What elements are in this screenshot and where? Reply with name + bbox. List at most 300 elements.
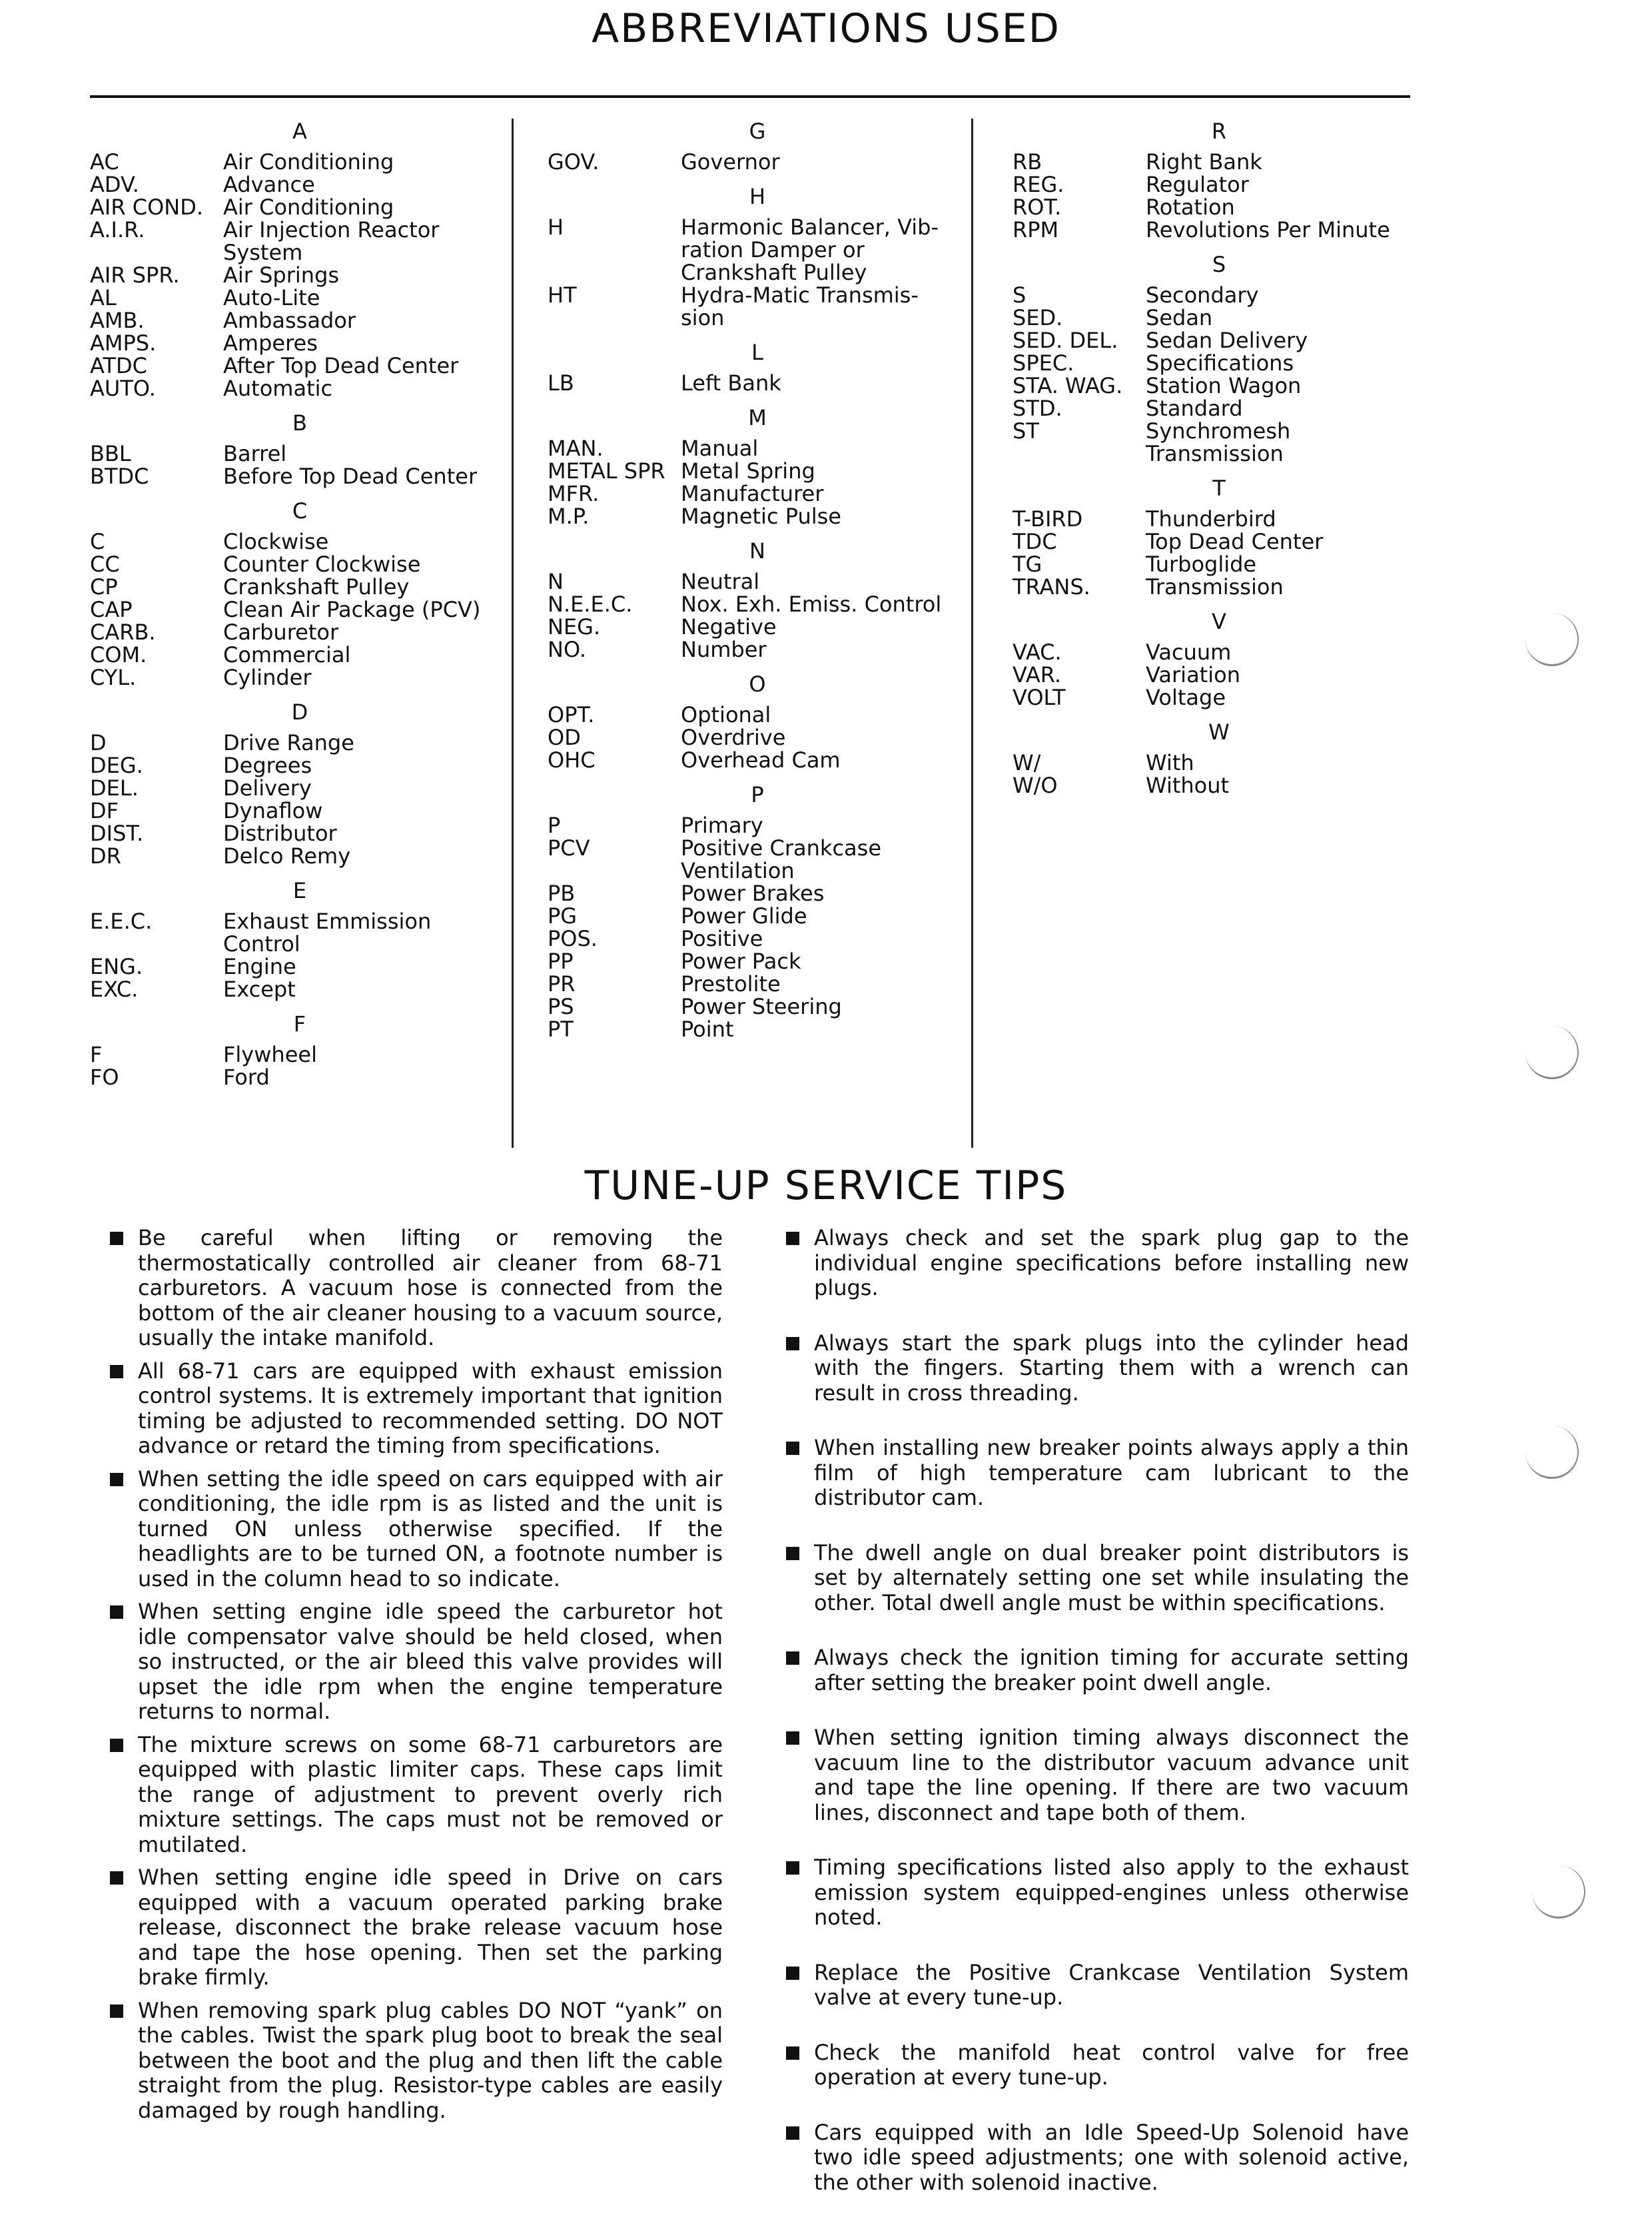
abbreviation-entry bbox=[548, 905, 967, 927]
abbreviation-section bbox=[90, 871, 510, 1001]
abbreviation-term: T-BIRD bbox=[1013, 506, 1083, 532]
abbreviation-meaning: Delivery bbox=[223, 775, 312, 801]
abbreviation-term: EXC. bbox=[90, 977, 139, 1002]
abbreviation-meaning: Air Springs bbox=[223, 262, 340, 288]
section-letter: V bbox=[1212, 609, 1226, 634]
abbreviation-term: F bbox=[90, 1042, 103, 1067]
tip-text: Always check the ignition timing for accurate setting after setting the breaker point dwell angle. bbox=[814, 1645, 1409, 1695]
abbreviation-term: CARB. bbox=[90, 620, 156, 645]
abbreviation-term: AIR COND. bbox=[90, 195, 204, 220]
scan-artifact bbox=[1525, 1026, 1579, 1079]
abbreviation-entry bbox=[90, 845, 510, 867]
abbreviation-meaning: Flywheel bbox=[223, 1042, 317, 1067]
abbreviation-term: AMB. bbox=[90, 308, 145, 333]
abbreviation-term: VAR. bbox=[1013, 662, 1061, 687]
abbreviation-meaning: Manufacturer bbox=[681, 481, 824, 506]
abbreviation-entry bbox=[548, 284, 967, 329]
abbreviations-title: ABBREVIATIONS USED bbox=[592, 5, 1060, 52]
abbreviation-entry bbox=[548, 437, 967, 460]
column-divider-1 bbox=[512, 119, 514, 1148]
abbreviation-term: PB bbox=[548, 881, 576, 906]
abbreviation-entry bbox=[548, 749, 967, 771]
abbreviation-entry bbox=[548, 995, 967, 1018]
abbreviation-meaning: Distributor bbox=[223, 821, 337, 846]
abbreviation-meaning: Clean Air Package (PCV) bbox=[223, 597, 481, 622]
abbreviation-meaning: Variation bbox=[1146, 662, 1240, 687]
tip-text: Cars equipped with an Idle Speed-Up Solenoid have two idle speed adjustments; one with solenoid active, the other with solenoid inactive. bbox=[814, 2119, 1409, 2195]
abbreviation-entry bbox=[1013, 196, 1426, 219]
abbreviation-term: AUTO. bbox=[90, 376, 156, 401]
abbreviation-term: OHC bbox=[548, 747, 596, 773]
abbreviation-meaning: Ford bbox=[223, 1065, 270, 1090]
abbreviation-entry bbox=[90, 754, 510, 777]
abbreviation-meaning: Auto-Lite bbox=[223, 285, 320, 310]
tip-item bbox=[110, 1733, 723, 1858]
abbreviation-term: PR bbox=[548, 971, 576, 997]
abbreviation-meaning: Top Dead Center bbox=[1146, 529, 1324, 554]
abbreviation-term: REG. bbox=[1013, 172, 1064, 197]
abbreviation-entry bbox=[548, 638, 967, 661]
abbreviation-term: DIST. bbox=[90, 821, 144, 846]
tip-text: When installing new breaker points always apply a thin film of high temperature cam lubricant to the distributor cam. bbox=[814, 1435, 1409, 1510]
tip-text: The dwell angle on dual breaker point distributors is set by alternately setting one set while insulating the other. Total dwell angle must be within specifications. bbox=[814, 1540, 1409, 1615]
scan-artifact bbox=[1525, 613, 1579, 666]
section-letter: P bbox=[751, 782, 764, 807]
section-letter: G bbox=[749, 119, 766, 144]
square-bullet-icon bbox=[786, 1961, 814, 2010]
abbreviation-entry bbox=[90, 666, 510, 689]
abbreviation-meaning: Barrel bbox=[223, 441, 287, 466]
abbreviation-term: MAN. bbox=[548, 436, 604, 461]
abbreviation-meaning: Turboglide bbox=[1146, 552, 1257, 577]
abbreviation-entry bbox=[90, 219, 510, 264]
abbreviation-term: STD. bbox=[1013, 396, 1062, 421]
abbreviation-meaning: Regulator bbox=[1146, 172, 1249, 197]
abbreviation-entry bbox=[90, 910, 510, 955]
abbreviation-entry bbox=[1013, 329, 1426, 352]
title-rule bbox=[90, 95, 1410, 98]
abbreviation-entry bbox=[1013, 553, 1426, 576]
abbreviation-term: ROT. bbox=[1013, 195, 1062, 220]
abbreviation-meaning: Automatic bbox=[223, 376, 333, 401]
abbreviation-section bbox=[548, 665, 967, 771]
abbreviation-term: AC bbox=[90, 149, 119, 175]
abbreviation-entry bbox=[90, 173, 510, 196]
abbreviation-entry bbox=[90, 286, 510, 309]
tip-text: When removing spark plug cables DO NOT “yank” on the cables. Twist the spark plug boot to break the seal between the boot and the plug and then lift the cable straight from the plug. Resistor-type cables are easily damaged by rough handling. bbox=[138, 1997, 723, 2123]
abbreviation-meaning: Drive Range bbox=[223, 730, 354, 755]
tip-text: When setting engine idle speed the carburetor hot idle compensator valve should be held closed, when so instructed, or the air bleed this valve provides will upset the idle rpm when the engine temperature returns to normal. bbox=[138, 1599, 723, 1724]
abbreviation-term: VOLT bbox=[1013, 685, 1066, 710]
abbreviation-entry bbox=[90, 576, 510, 598]
tip-text: Always start the spark plugs into the cylinder head with the fingers. Starting them with a wrench can result in cross threading. bbox=[814, 1330, 1409, 1406]
tip-item bbox=[786, 1855, 1409, 1931]
section-letter: O bbox=[749, 671, 766, 697]
square-bullet-icon bbox=[786, 2120, 814, 2196]
abbreviation-term: PG bbox=[548, 903, 578, 929]
abbreviation-meaning: Voltage bbox=[1146, 685, 1226, 710]
abbreviation-term: HT bbox=[548, 282, 577, 308]
square-bullet-icon bbox=[786, 1645, 814, 1695]
abbreviation-entry bbox=[1013, 151, 1426, 173]
tip-item bbox=[110, 1599, 723, 1725]
abbreviation-section bbox=[1013, 713, 1426, 797]
abbreviation-section bbox=[1013, 112, 1426, 241]
abbreviation-meaning: Thunderbird bbox=[1146, 506, 1276, 532]
square-bullet-icon bbox=[786, 1855, 814, 1931]
abbreviation-term: C bbox=[90, 529, 105, 554]
abbreviation-meaning: Manual bbox=[681, 436, 759, 461]
tip-item bbox=[110, 1467, 723, 1592]
abbreviation-entry bbox=[548, 1018, 967, 1041]
abbreviation-meaning: Sedan Delivery bbox=[1146, 328, 1308, 353]
tip-text: Timing specifications listed also apply to the exhaust emission system equipped-engines unless otherwise noted. bbox=[814, 1855, 1409, 1930]
abbreviation-entry bbox=[90, 978, 510, 1001]
abbreviation-entry bbox=[90, 530, 510, 553]
abbreviation-entry bbox=[548, 216, 967, 284]
tip-item bbox=[110, 1359, 723, 1459]
tip-text: Always check and set the spark plug gap to the individual engine specifications before installing new plugs. bbox=[814, 1225, 1409, 1300]
abbreviation-entry bbox=[90, 442, 510, 465]
abbreviation-section bbox=[1013, 602, 1426, 709]
abbreviation-term: STA. WAG. bbox=[1013, 373, 1123, 398]
abbreviation-term: P bbox=[548, 813, 561, 838]
abbreviation-entry bbox=[548, 372, 967, 394]
abbreviation-term: MFR. bbox=[548, 481, 600, 506]
tip-item bbox=[110, 1865, 723, 1991]
tip-item bbox=[786, 1541, 1409, 1616]
abbreviation-entry bbox=[548, 505, 967, 528]
square-bullet-icon bbox=[110, 1865, 138, 1991]
abbreviation-meaning: Standard bbox=[1146, 396, 1243, 421]
abbreviation-section bbox=[90, 112, 510, 400]
abbreviation-meaning: Harmonic Balancer, Vib- ration Damper or Crankshaft Pulley bbox=[681, 215, 939, 285]
abbreviation-entry bbox=[90, 1043, 510, 1066]
tip-item bbox=[786, 1436, 1409, 1511]
abbreviation-meaning: Power Pack bbox=[681, 949, 801, 974]
abbreviation-entry bbox=[548, 593, 967, 616]
abbreviation-entry bbox=[90, 777, 510, 799]
abbreviation-term: LB bbox=[548, 370, 574, 396]
section-letter: M bbox=[748, 405, 767, 430]
abbreviation-meaning: Power Brakes bbox=[681, 881, 825, 906]
abbreviation-meaning: Magnetic Pulse bbox=[681, 504, 841, 529]
square-bullet-icon bbox=[786, 2040, 814, 2090]
abbreviation-term: PS bbox=[548, 994, 574, 1019]
abbreviation-meaning: Nox. Exh. Emiss. Control bbox=[681, 592, 942, 617]
abbreviation-entry bbox=[1013, 397, 1426, 420]
tip-item bbox=[786, 1725, 1409, 1825]
square-bullet-icon bbox=[110, 1226, 138, 1351]
abbreviation-term: E.E.C. bbox=[90, 909, 153, 934]
tip-item bbox=[110, 1999, 723, 2124]
abbreviation-term: GOV. bbox=[548, 149, 600, 175]
square-bullet-icon bbox=[786, 1725, 814, 1825]
abbreviation-entry bbox=[548, 927, 967, 950]
abbreviation-term: N bbox=[548, 569, 564, 594]
abbreviation-term: BBL bbox=[90, 441, 131, 466]
abbreviation-section bbox=[90, 693, 510, 867]
abbreviation-term: OPT. bbox=[548, 702, 595, 727]
section-letter: C bbox=[292, 498, 308, 524]
section-letter: B bbox=[292, 410, 307, 436]
square-bullet-icon bbox=[110, 1359, 138, 1459]
abbreviation-term: NO. bbox=[548, 637, 586, 662]
abbreviation-term: OD bbox=[548, 725, 581, 750]
abbreviation-entry bbox=[1013, 686, 1426, 709]
abbreviation-term: S bbox=[1013, 282, 1027, 308]
abbreviation-term: AIR SPR. bbox=[90, 262, 180, 288]
abbreviation-meaning: Overdrive bbox=[681, 725, 786, 750]
abbreviation-meaning: Station Wagon bbox=[1146, 373, 1302, 398]
abbreviation-meaning: After Top Dead Center bbox=[223, 353, 459, 378]
tips-list-left bbox=[110, 1226, 723, 2131]
abbreviation-entry bbox=[90, 822, 510, 845]
abbreviation-entry bbox=[548, 726, 967, 749]
abbreviation-meaning: Commercial bbox=[223, 642, 351, 668]
tip-text: When setting ignition timing always disconnect the vacuum line to the distributor vacuum advance unit and tape the line opening. If there are two vacuum lines, disconnect and tape both of them. bbox=[814, 1725, 1409, 1825]
section-letter: N bbox=[749, 538, 765, 564]
square-bullet-icon bbox=[786, 1436, 814, 1511]
tip-item bbox=[786, 2120, 1409, 2196]
abbreviation-section bbox=[548, 333, 967, 394]
abbreviation-section bbox=[90, 404, 510, 488]
tip-text: Be careful when lifting or removing the thermostatically controlled air cleaner from 68-71 carburetors. A vacuum hose is connected from the bottom of the air cleaner housing to a vacuum source, usually the intake manifold. bbox=[138, 1225, 723, 1350]
abbreviation-entry bbox=[1013, 664, 1426, 686]
abbreviation-entry bbox=[90, 151, 510, 173]
abbreviation-entry bbox=[1013, 219, 1426, 241]
abbreviation-entry bbox=[1013, 420, 1426, 465]
abbreviation-term: FO bbox=[90, 1065, 119, 1090]
abbreviation-term: TG bbox=[1013, 552, 1042, 577]
abbreviation-section bbox=[548, 532, 967, 661]
abbreviation-term: ATDC bbox=[90, 353, 147, 378]
abbreviation-meaning: Carburetor bbox=[223, 620, 339, 645]
abbreviation-meaning: Hydra-Matic Transmis- sion bbox=[681, 282, 919, 330]
abbreviation-meaning: Dynaflow bbox=[223, 798, 323, 823]
abbreviation-meaning: Air Conditioning bbox=[223, 149, 394, 175]
tips-list-right bbox=[786, 1226, 1409, 2225]
abbreviation-entry bbox=[90, 377, 510, 400]
abbreviation-meaning: Negative bbox=[681, 614, 777, 640]
tip-text: Replace the Positive Crankcase Ventilation System valve at every tune-up. bbox=[814, 1959, 1409, 2010]
abbreviation-term: PT bbox=[548, 1017, 574, 1042]
abbreviation-meaning: Left Bank bbox=[681, 370, 781, 396]
abbreviation-entry bbox=[548, 460, 967, 482]
abbreviation-meaning: Sedan bbox=[1146, 305, 1213, 330]
square-bullet-icon bbox=[110, 1467, 138, 1592]
abbreviation-entry bbox=[90, 799, 510, 822]
abbreviation-meaning: Cylinder bbox=[223, 665, 312, 690]
abbreviation-term: H bbox=[548, 215, 564, 240]
abbreviation-meaning: Rotation bbox=[1146, 195, 1235, 220]
abbreviation-term: W/ bbox=[1013, 750, 1041, 775]
abbreviation-term: AMPS. bbox=[90, 330, 157, 356]
abbreviation-column-2 bbox=[548, 112, 967, 1045]
abbreviation-term: COM. bbox=[90, 642, 147, 668]
abbreviation-entry bbox=[90, 332, 510, 354]
abbreviation-term: W/O bbox=[1013, 773, 1058, 798]
section-letter: T bbox=[1212, 476, 1226, 501]
abbreviation-meaning: Before Top Dead Center bbox=[223, 464, 478, 489]
tip-text: When setting the idle speed on cars equipped with air conditioning, the idle rpm is as listed and the unit is turned ON unless otherwise specified. If the headlights are to be turned ON, a footnote number is used in the column head to so indicate. bbox=[138, 1466, 723, 1591]
abbreviation-section bbox=[90, 492, 510, 689]
abbreviation-meaning: Specifications bbox=[1146, 350, 1294, 376]
abbreviation-term: SED. bbox=[1013, 305, 1063, 330]
abbreviation-entry bbox=[548, 814, 967, 837]
abbreviation-term: A.I.R. bbox=[90, 217, 145, 242]
abbreviation-entry bbox=[548, 570, 967, 593]
abbreviation-entry bbox=[548, 973, 967, 995]
abbreviation-meaning: Degrees bbox=[223, 753, 312, 778]
abbreviation-term: AL bbox=[90, 285, 117, 310]
abbreviation-term: SED. DEL. bbox=[1013, 328, 1118, 353]
abbreviation-section bbox=[548, 112, 967, 173]
abbreviation-entry bbox=[90, 1066, 510, 1089]
abbreviation-term: POS. bbox=[548, 926, 598, 951]
abbreviation-term: RB bbox=[1013, 149, 1042, 175]
abbreviation-term: DF bbox=[90, 798, 119, 823]
abbreviation-entry bbox=[90, 955, 510, 978]
section-letter: L bbox=[751, 340, 763, 365]
abbreviation-meaning: Primary bbox=[681, 813, 763, 838]
abbreviation-term: ADV. bbox=[90, 172, 139, 197]
abbreviation-term: ENG. bbox=[90, 954, 143, 979]
abbreviation-term: TDC bbox=[1013, 529, 1057, 554]
abbreviation-term: NEG. bbox=[548, 614, 601, 640]
abbreviation-section bbox=[1013, 245, 1426, 465]
abbreviation-entry bbox=[548, 151, 967, 173]
column-divider-2 bbox=[971, 119, 973, 1148]
abbreviation-entry bbox=[1013, 352, 1426, 374]
scan-artifact bbox=[1525, 1426, 1579, 1479]
tip-text: All 68-71 cars are equipped with exhaust emission control systems. It is extremely important that ignition timing be adjusted to recommended setting. DO NOT advance or retard the timing from specifications. bbox=[138, 1358, 723, 1458]
abbreviation-entry bbox=[90, 196, 510, 219]
abbreviation-section bbox=[548, 398, 967, 528]
abbreviation-term: CC bbox=[90, 552, 120, 577]
abbreviation-entry bbox=[1013, 508, 1426, 530]
square-bullet-icon bbox=[786, 1331, 814, 1406]
abbreviation-meaning: Positive bbox=[681, 926, 763, 951]
abbreviation-entry bbox=[1013, 306, 1426, 329]
abbreviation-term: D bbox=[90, 730, 107, 755]
abbreviation-meaning: Power Glide bbox=[681, 903, 807, 929]
square-bullet-icon bbox=[786, 1541, 814, 1616]
abbreviation-entry bbox=[90, 354, 510, 377]
abbreviation-entry bbox=[548, 616, 967, 638]
abbreviation-meaning: Number bbox=[681, 637, 767, 662]
abbreviation-meaning: Vacuum bbox=[1146, 640, 1232, 665]
abbreviation-entry bbox=[1013, 751, 1426, 774]
abbreviation-meaning: Metal Spring bbox=[681, 458, 815, 484]
abbreviation-term: PP bbox=[548, 949, 574, 974]
abbreviation-meaning: Secondary bbox=[1146, 282, 1259, 308]
abbreviation-meaning: Exhaust Emmission Control bbox=[223, 909, 432, 957]
abbreviation-meaning: Crankshaft Pulley bbox=[223, 574, 410, 600]
section-letter: A bbox=[292, 119, 307, 144]
abbreviation-entry bbox=[1013, 173, 1426, 196]
abbreviation-meaning: Point bbox=[681, 1017, 734, 1042]
abbreviation-term: TRANS. bbox=[1013, 574, 1090, 600]
abbreviation-section bbox=[90, 1005, 510, 1089]
abbreviation-entry bbox=[90, 264, 510, 286]
square-bullet-icon bbox=[786, 1226, 814, 1301]
tip-text: Check the manifold heat control valve for free operation at every tune-up. bbox=[814, 2039, 1409, 2090]
abbreviation-meaning: Prestolite bbox=[681, 971, 781, 997]
section-letter: E bbox=[292, 878, 307, 903]
tips-title: TUNE-UP SERVICE TIPS bbox=[584, 1162, 1068, 1209]
abbreviation-meaning: Governor bbox=[681, 149, 780, 175]
abbreviation-entry bbox=[90, 644, 510, 666]
abbreviation-entry bbox=[90, 465, 510, 488]
tip-item bbox=[786, 1961, 1409, 2010]
abbreviation-meaning: Delco Remy bbox=[223, 843, 351, 869]
abbreviation-meaning: Counter Clockwise bbox=[223, 552, 421, 577]
abbreviation-entry bbox=[548, 882, 967, 905]
abbreviation-term: N.E.E.C. bbox=[548, 592, 633, 617]
abbreviation-meaning: Without bbox=[1146, 773, 1230, 798]
abbreviation-meaning: Power Steering bbox=[681, 994, 842, 1019]
section-letter: D bbox=[291, 699, 308, 725]
abbreviation-section bbox=[1013, 469, 1426, 598]
abbreviation-meaning: Synchromesh Transmission bbox=[1146, 418, 1291, 466]
abbreviation-meaning: Engine bbox=[223, 954, 296, 979]
abbreviation-meaning: Overhead Cam bbox=[681, 747, 841, 773]
abbreviation-term: CP bbox=[90, 574, 118, 600]
tip-item bbox=[786, 1645, 1409, 1695]
abbreviation-meaning: Air Conditioning bbox=[223, 195, 394, 220]
abbreviation-meaning: With bbox=[1146, 750, 1194, 775]
abbreviation-meaning: Except bbox=[223, 977, 296, 1002]
abbreviation-entry bbox=[548, 703, 967, 726]
abbreviation-entry bbox=[1013, 641, 1426, 664]
section-letter: W bbox=[1208, 719, 1230, 745]
tip-item bbox=[110, 1226, 723, 1351]
abbreviation-entry bbox=[1013, 284, 1426, 306]
abbreviation-entry bbox=[90, 553, 510, 576]
square-bullet-icon bbox=[110, 1999, 138, 2124]
abbreviation-meaning: Positive Crankcase Ventilation bbox=[681, 835, 882, 883]
abbreviation-term: PCV bbox=[548, 835, 590, 861]
abbreviation-meaning: Ambassador bbox=[223, 308, 356, 333]
tip-text: When setting engine idle speed in Drive on cars equipped with a vacuum operated parking brake release, disconnect the brake release vacuum hose and tape the hose opening. Then set the parking brake firmly. bbox=[138, 1865, 723, 1990]
abbreviation-entry bbox=[1013, 530, 1426, 553]
square-bullet-icon bbox=[110, 1599, 138, 1725]
tip-item bbox=[786, 2040, 1409, 2090]
abbreviation-entry bbox=[548, 837, 967, 882]
abbreviation-column-3 bbox=[1013, 112, 1426, 801]
section-letter: H bbox=[749, 184, 766, 209]
abbreviation-term: SPEC. bbox=[1013, 350, 1074, 376]
abbreviation-meaning: Revolutions Per Minute bbox=[1146, 217, 1390, 242]
abbreviation-meaning: Amperes bbox=[223, 330, 318, 356]
abbreviation-entry bbox=[1013, 774, 1426, 797]
abbreviation-term: METAL SPR bbox=[548, 458, 665, 484]
section-letter: S bbox=[1212, 252, 1226, 277]
abbreviation-term: CAP bbox=[90, 597, 133, 622]
abbreviation-meaning: Transmission bbox=[1146, 574, 1284, 600]
abbreviation-meaning: Neutral bbox=[681, 569, 760, 594]
section-letter: F bbox=[293, 1011, 306, 1037]
abbreviation-entry bbox=[1013, 374, 1426, 397]
abbreviation-term: ST bbox=[1013, 418, 1039, 444]
square-bullet-icon bbox=[110, 1733, 138, 1858]
abbreviation-entry bbox=[1013, 576, 1426, 598]
abbreviation-term: VAC. bbox=[1013, 640, 1062, 665]
abbreviation-term: RPM bbox=[1013, 217, 1059, 242]
abbreviation-entry bbox=[548, 950, 967, 973]
abbreviation-term: M.P. bbox=[548, 504, 590, 529]
